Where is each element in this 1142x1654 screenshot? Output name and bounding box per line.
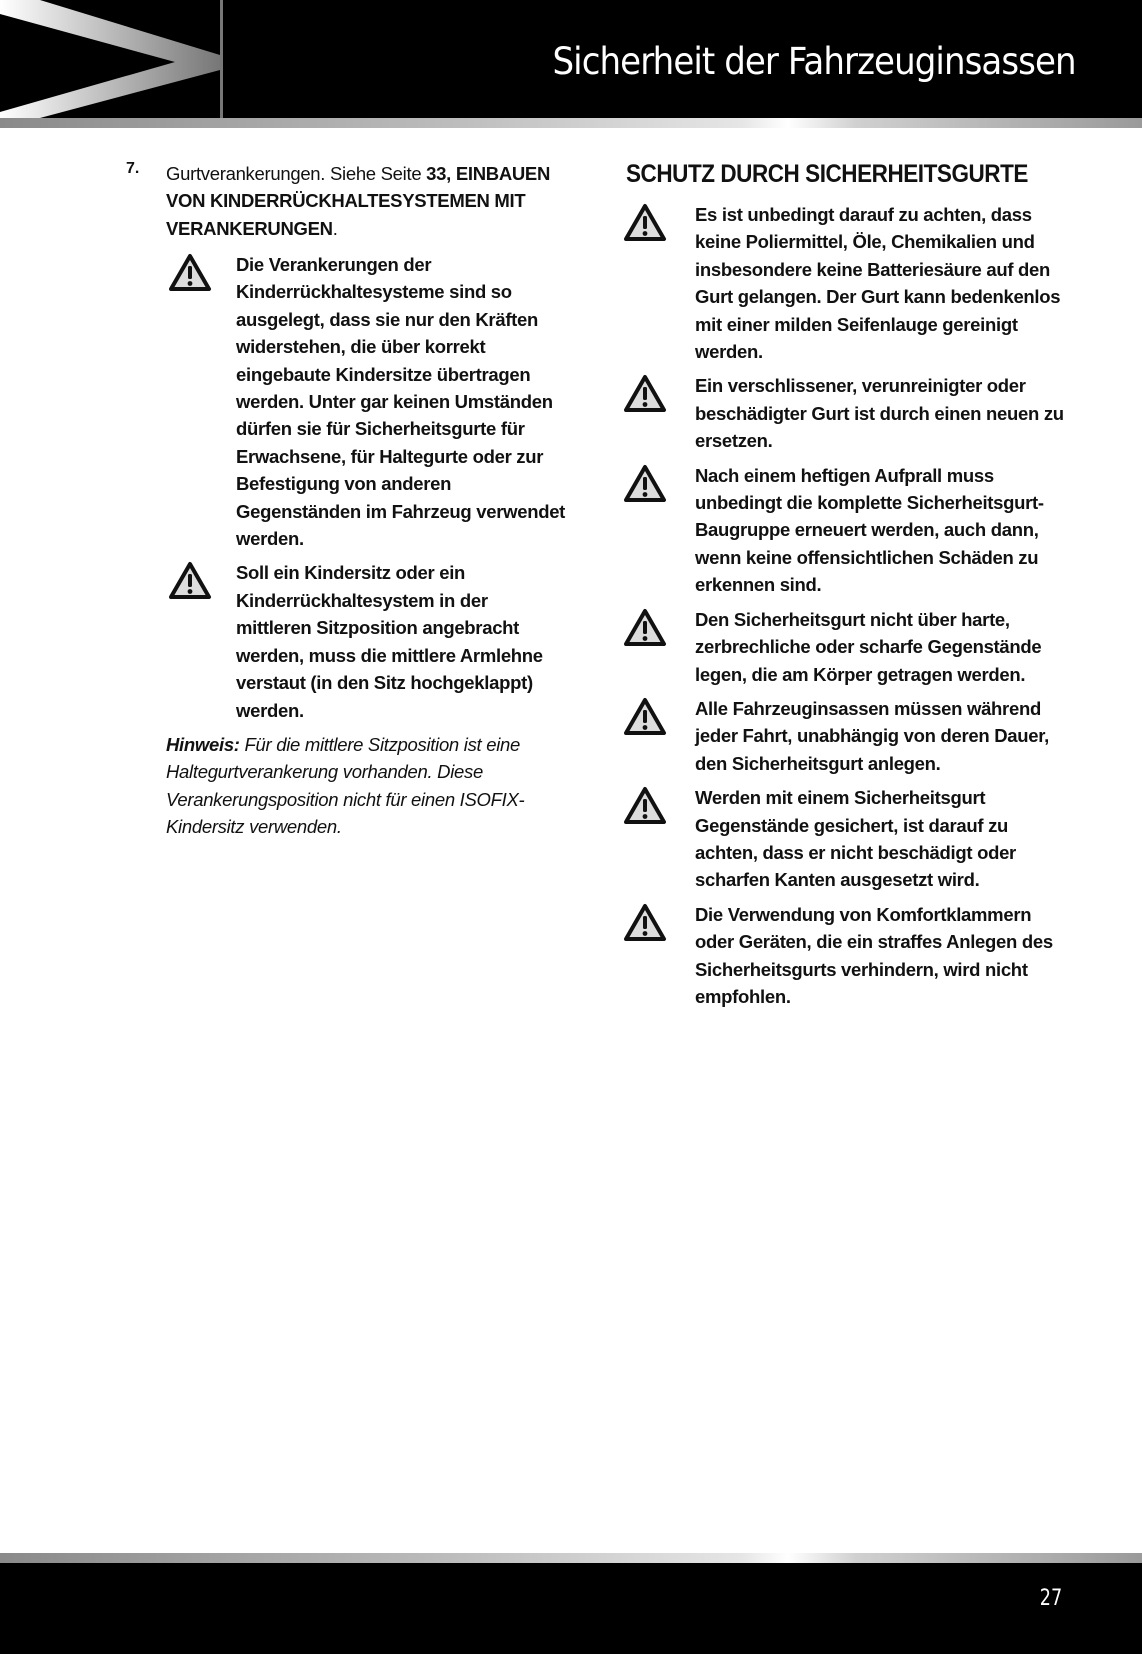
warning-text-line: ersetzen. bbox=[695, 430, 773, 452]
warning-text-line: Die Verankerungen der bbox=[236, 254, 432, 275]
warning-text-line: Ein verschlissener, verunreinigter oder bbox=[695, 375, 1026, 397]
warning-text-line: eingebaute Kindersitze übertragen bbox=[236, 363, 531, 385]
note-text: Haltegurtverankerung vorhanden. Diese bbox=[166, 761, 483, 783]
warning-icon bbox=[623, 903, 667, 950]
warning-text-line: mit einer milden Seifenlauge gereinigt bbox=[695, 313, 1018, 335]
note-line bbox=[166, 731, 576, 758]
warning-text-line: zerbrechliche oder scharfe Gegenstände bbox=[695, 636, 1042, 658]
note-line bbox=[166, 758, 576, 785]
page-header bbox=[0, 0, 1142, 118]
warning-icon bbox=[623, 203, 667, 250]
note bbox=[166, 731, 576, 841]
warning-block bbox=[695, 784, 1085, 894]
page-footer bbox=[0, 1563, 1142, 1654]
warning-text-line: Es ist unbedingt darauf zu achten, dass bbox=[695, 204, 1032, 225]
note-line bbox=[166, 813, 576, 840]
warning-block bbox=[236, 251, 576, 552]
warning-text-line: Werden mit einem Sicherheitsgurt bbox=[695, 787, 986, 809]
text-line bbox=[166, 187, 550, 214]
warning-text-line: dürfen sie für Sicherheitsgurte für bbox=[236, 418, 525, 440]
chevron-logo-icon bbox=[0, 0, 230, 118]
warning-text-line: unbedingt die komplette Sicherheitsgurt- bbox=[695, 492, 1044, 514]
warning-text-line: oder Geräten, die ein straffes Anlegen des bbox=[695, 931, 1053, 953]
warning-block bbox=[695, 201, 1085, 365]
note-label: Hinweis: bbox=[166, 733, 240, 755]
warning-text-line: Erwachsene, für Haltegurte oder zur bbox=[236, 445, 544, 467]
warning-text-line: insbesondere keine Batteriesäure auf den bbox=[695, 258, 1051, 280]
footer-divider bbox=[0, 1553, 1142, 1563]
warning-text-line: widerstehen, die über korrekt bbox=[236, 336, 486, 358]
warning-text-line: Gegenständen im Fahrzeug verwendet bbox=[236, 500, 566, 522]
warning-icon bbox=[623, 697, 667, 744]
left-column bbox=[166, 251, 576, 841]
warning-text-line: den Sicherheitsgurt anlegen. bbox=[695, 752, 941, 774]
text-line bbox=[166, 160, 550, 187]
header-divider bbox=[0, 118, 1142, 128]
warning-text-line: mittleren Sitzposition angebracht bbox=[236, 617, 520, 639]
warning-block bbox=[695, 372, 1085, 454]
note-text: Verankerungsposition nicht für einen ISOFIX- bbox=[166, 788, 525, 810]
warning-icon bbox=[168, 561, 212, 608]
list-number: 7. bbox=[126, 160, 140, 177]
warning-block bbox=[695, 606, 1085, 688]
note-text: Für die mittlere Sitzposition ist eine bbox=[239, 733, 520, 755]
warning-icon bbox=[623, 786, 667, 833]
right-column bbox=[695, 201, 1085, 1017]
note-text: Kindersitz verwenden. bbox=[166, 816, 342, 838]
warning-icon bbox=[623, 464, 667, 511]
warning-text-line: Sicherheitsgurts verhindern, wird nicht bbox=[695, 958, 1028, 980]
warning-block bbox=[695, 462, 1085, 599]
warning-text-line: Den Sicherheitsgurt nicht über harte, bbox=[695, 608, 1010, 630]
warning-block bbox=[695, 901, 1085, 1011]
text-run: VERANKERUNGEN bbox=[166, 217, 333, 239]
warning-text-line: beschädigter Gurt ist durch einen neuen zu bbox=[695, 402, 1064, 424]
warning-text-line: ausgelegt, dass sie nur den Kräften bbox=[236, 308, 539, 330]
list-item-text bbox=[166, 160, 550, 242]
text-run: Gurtverankerungen. Siehe Seite bbox=[166, 163, 427, 184]
warning-text-line: verstaut (in den Sitz hochgeklappt) bbox=[236, 672, 533, 694]
note-line bbox=[166, 786, 576, 813]
warning-text-line: werden. bbox=[695, 341, 763, 363]
warning-text-line: empfohlen. bbox=[695, 985, 791, 1007]
warning-text-line: Baugruppe erneuert werden, auch dann, bbox=[695, 519, 1039, 541]
warning-text-line: Alle Fahrzeuginsassen müssen während bbox=[695, 697, 1041, 719]
warning-text-line: Nach einem heftigen Aufprall muss bbox=[695, 464, 994, 486]
warning-icon bbox=[168, 253, 212, 300]
warning-text-line: Die Verwendung von Komfortklammern bbox=[695, 903, 1032, 925]
warning-text-line: Kinderrückhaltesysteme sind so bbox=[236, 281, 512, 303]
text-run: . bbox=[332, 217, 338, 239]
warning-text-line: scharfen Kanten ausgesetzt wird. bbox=[695, 869, 980, 891]
section-heading: SCHUTZ DURCH SICHERHEITSGURTE bbox=[626, 160, 1028, 188]
text-run: VON KINDERRÜCKHALTESYSTEMEN MIT bbox=[166, 190, 526, 212]
warning-text-line: Gurt gelangen. Der Gurt kann bedenkenlos bbox=[695, 286, 1061, 308]
warning-text-line: werden, muss die mittlere Armlehne bbox=[236, 644, 543, 666]
warning-text-line: werden. Unter gar keinen Umständen bbox=[236, 391, 553, 413]
warning-text-line: wenn keine offensichtlichen Schäden zu bbox=[695, 546, 1039, 568]
warning-text-line: jeder Fahrt, unabhängig von deren Dauer, bbox=[695, 725, 1049, 747]
warning-text-line: erkennen sind. bbox=[695, 574, 822, 596]
warning-text-line: Befestigung von anderen bbox=[236, 473, 452, 495]
text-line bbox=[166, 215, 550, 242]
warning-text-line: keine Poliermittel, Öle, Chemikalien und bbox=[695, 231, 1035, 253]
warning-text-line: werden. bbox=[236, 528, 304, 550]
warning-text-line: Gegenstände gesichert, ist darauf zu bbox=[695, 814, 1009, 836]
warning-icon bbox=[623, 374, 667, 421]
warning-text-line: werden. bbox=[236, 699, 304, 721]
warning-block bbox=[236, 559, 576, 723]
page-number: 27 bbox=[1039, 1586, 1063, 1611]
page-title: Sicherheit der Fahrzeuginsassen bbox=[552, 40, 1076, 83]
warning-text-line: Soll ein Kindersitz oder ein bbox=[236, 562, 466, 584]
warning-text-line: legen, die am Körper getragen werden. bbox=[695, 663, 1026, 685]
warning-text-line: Kinderrückhaltesystem in der bbox=[236, 589, 488, 611]
warning-icon bbox=[623, 608, 667, 655]
text-run: 33, EINBAUEN bbox=[426, 163, 551, 184]
warning-text-line: achten, dass er nicht beschädigt oder bbox=[695, 841, 1016, 863]
warning-block bbox=[695, 695, 1085, 777]
